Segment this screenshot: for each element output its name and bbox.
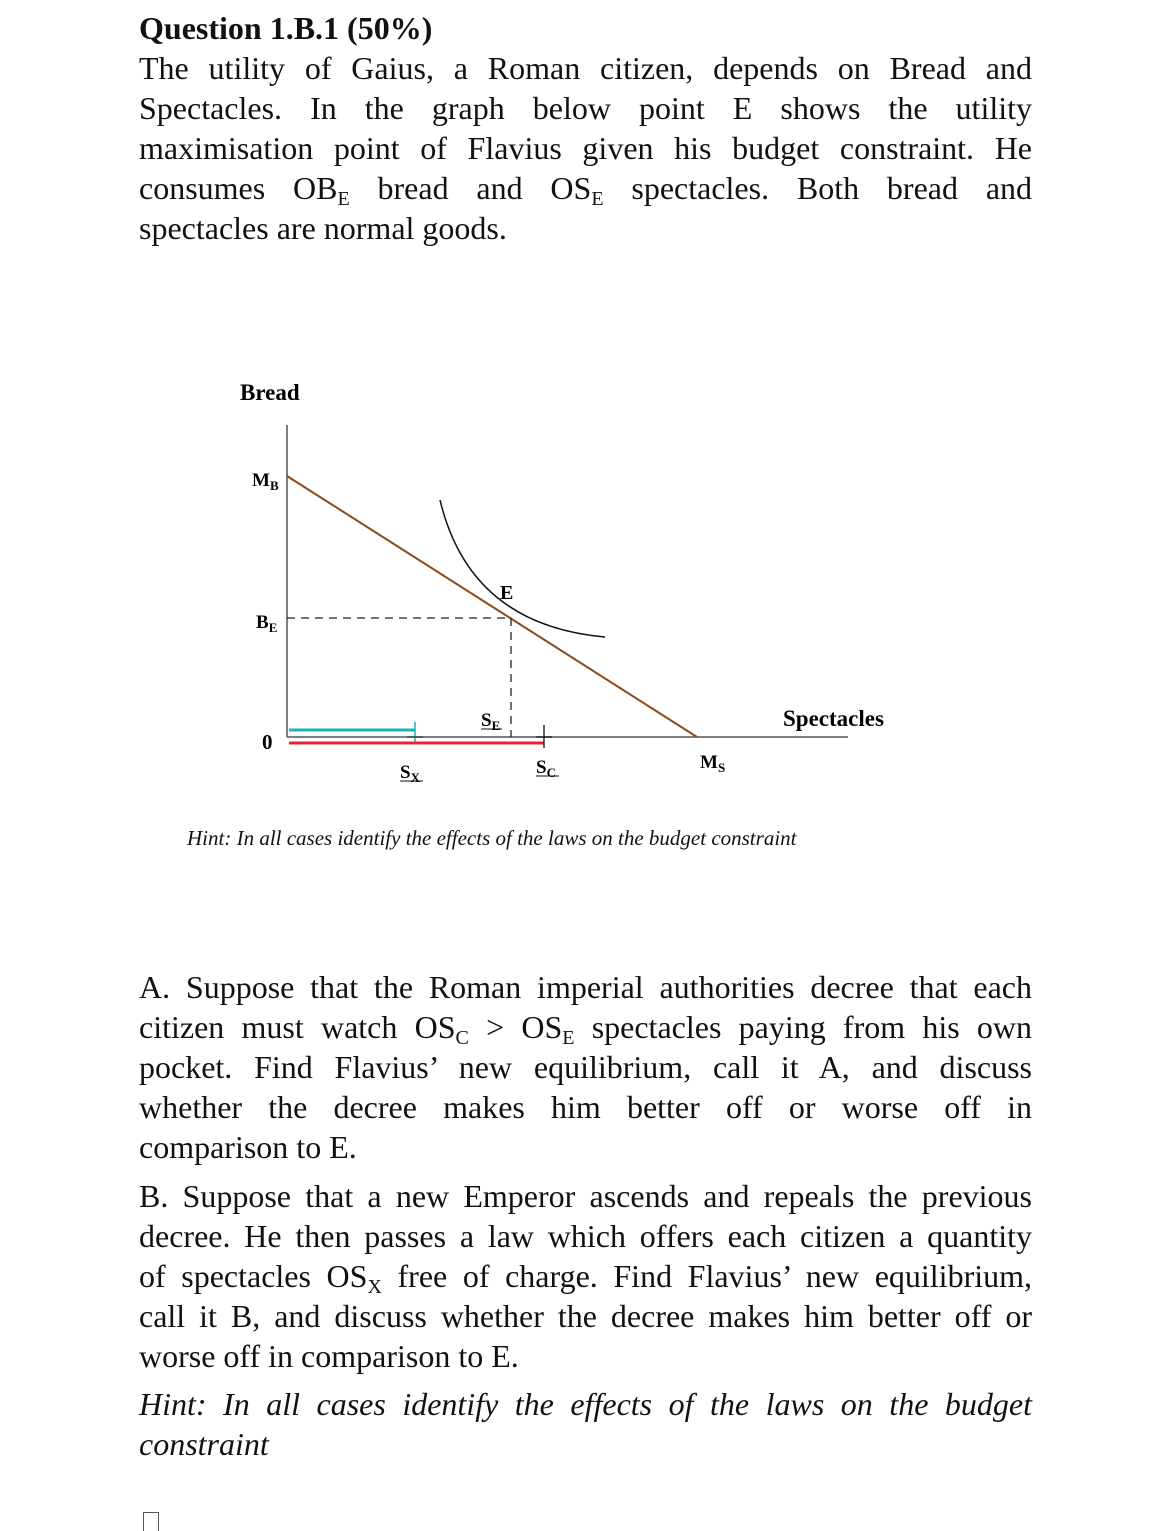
part-a-text: spectacles paying from his own — [574, 1009, 1033, 1045]
part-b-line — [139, 1256, 1032, 1296]
part-a-line — [139, 1007, 1032, 1047]
intro-line: spectacles are normal goods. — [139, 210, 507, 246]
y-axis-label: Bread — [240, 380, 300, 405]
sx-label: $S_X$ — [400, 762, 420, 785]
subscript: C — [455, 1027, 469, 1049]
ms-label: $M_S$ — [700, 752, 726, 775]
part-b-line: worse off in comparison to E. — [139, 1338, 519, 1374]
sc-label: $S_C$ — [536, 757, 556, 780]
origin-label: 0 — [262, 730, 273, 754]
part-b-text: free of charge. Find Flavius’ new equilibrium, — [381, 1258, 1033, 1294]
budget-constraint-figure — [0, 300, 1170, 820]
intro-line: Spectacles. In the graph below point E shows the utility — [139, 90, 1032, 126]
subscript: E — [562, 1027, 575, 1049]
se-label: $S_E$ — [481, 710, 501, 733]
point-e-label: E — [500, 582, 514, 604]
part-b — [139, 1176, 1032, 1376]
indifference-curve — [440, 500, 605, 637]
answer-checkbox[interactable] — [143, 1512, 159, 1531]
budget-line — [287, 476, 697, 737]
question-intro — [139, 48, 1032, 248]
figure-hint: Hint: In all cases identify the effects of the laws on the budget constraint — [187, 826, 797, 850]
be-label: $B_E$ — [256, 612, 278, 635]
question-heading: Question 1.B.1 (50%) — [139, 10, 433, 46]
part-b-line: decree. He then passes a law which offers each citizen a quantity — [139, 1218, 1032, 1254]
intro-line — [139, 168, 1032, 208]
part-a-line: whether the decree makes him better off or worse off in — [139, 1089, 1032, 1125]
x-axis-label: Spectacles — [783, 706, 884, 731]
part-a-text: citizen must watch OS — [139, 1009, 456, 1045]
closing-hint-line: Hint: In all cases identify the effects of the laws on the budget — [139, 1386, 1032, 1422]
intro-text: spectacles. Both bread and — [603, 170, 1033, 206]
closing-hint — [139, 1384, 1032, 1464]
intro-text: consumes OB — [139, 170, 338, 206]
mb-label: $M_B$ — [252, 470, 279, 493]
intro-text: bread and OS — [349, 170, 592, 206]
part-b-line: B. Suppose that a new Emperor ascends and repeals the previous — [139, 1178, 1032, 1214]
subscript: E — [591, 188, 604, 210]
part-b-line: call it B, and discuss whether the decree makes him better off or — [139, 1298, 1032, 1334]
intro-line: The utility of Gaius, a Roman citizen, depends on Bread and — [139, 50, 1032, 86]
part-a-line: comparison to E. — [139, 1129, 357, 1165]
part-a-line: A. Suppose that the Roman imperial authorities decree that each — [139, 969, 1032, 1005]
subscript: X — [367, 1276, 382, 1298]
closing-hint-line: constraint — [139, 1426, 269, 1462]
part-a-line: pocket. Find Flavius’ new equilibrium, call it A, and discuss — [139, 1049, 1032, 1085]
part-a — [139, 967, 1032, 1167]
intro-line: maximisation point of Flavius given his budget constraint. He — [139, 130, 1032, 166]
part-b-text: of spectacles OS — [139, 1258, 368, 1294]
part-a-text: > OS — [468, 1009, 563, 1045]
subscript: E — [337, 188, 350, 210]
